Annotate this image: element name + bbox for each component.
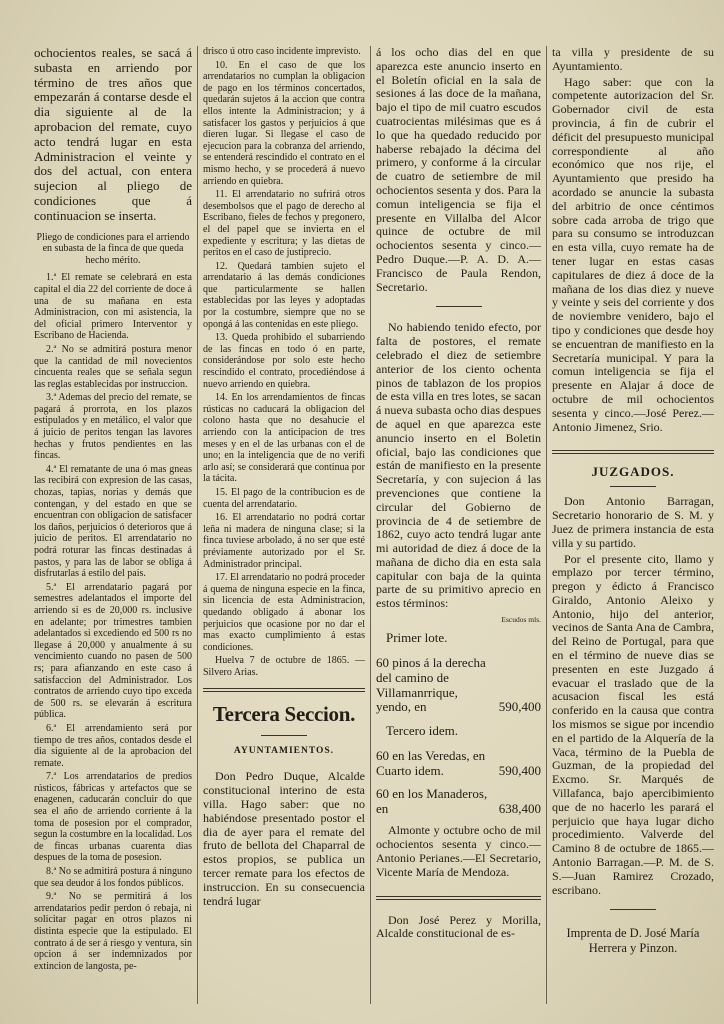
paragraph: á los ocho dias del en que aparezca este anuncio inserto en el Boletín oficial en la sala de sesiones á las doce de la mañana, bajo el tipo de mil cuatro escudos cuatrocientas milésimas que es á lo que ha quedado reducido por haberse rebajado la décima del primero, y conforme á la circular de cuatro de setiembre de mil ochocientos sesenta y dos. Para la comun inteligencia se fija el presente en Villalba del Alcor quince de octubre de mil ochocientos sesenta y cinco.—Pedro Duque.—P. A. D. A.—Francisco de Paula Rendon, Secretario.: [376, 46, 541, 294]
lot-value: 638,400: [498, 800, 541, 816]
printer-credit: Imprenta de D. José María Herrera y Pinzon.: [566, 926, 700, 955]
conditions-list: [34, 272, 192, 972]
condition-item: 9.ª No se permitirá á los arrendatarios pedir perdon ó rebaja, ni solicitar pagar en otros plazos ni distinta especie que la estipulado. El contrato á de ser á riesgo y ventura, sin opcion á ser indemnizados por extincion de langosta, pe-: [34, 891, 192, 972]
divider: [610, 486, 656, 487]
lot-row: [376, 656, 541, 715]
condition-item: 10. En el caso de que los arrendatarios no cumplan la obligacion de pago en los términos concertados, quedarán sujetos á la accion que contra ellos intente la Administracion; y á satisfacer los gastos y perjuicios á que dieren lugar. Si llegase el caso de ejecucion para la cobranza del arriendo, se entenderá rescindido el contrato en el mismo hecho, y se procederá á nuevo arriendo en quiebra.: [203, 59, 365, 187]
lot-label: Primer lote.: [386, 630, 448, 646]
condition-item: 3.ª Ademas del precio del remate, se pagará á prorrota, en los plazos estipulados y en metálico, el valor que á juicio de peritos tengan las lavores hechas y frutos pendientes en las fincas.: [34, 392, 192, 462]
section-title-juzgados: JUZGADOS.: [591, 464, 675, 480]
lot-description: 60 en los Manaderos, en: [376, 785, 488, 816]
lot-value: 590,400: [498, 763, 541, 779]
column-3: [376, 46, 541, 1016]
paragraph: ta villa y presidente de su Ayuntamiento.: [552, 46, 714, 73]
lot-description: 60 en las Veredas, en Cuarto idem.: [376, 748, 486, 779]
section-divider: [552, 450, 714, 454]
lot-label: Tercero idem.: [386, 723, 458, 739]
condition-item: 1.ª El remate se celebrará en esta capital el dia 22 del corriente de doce á una de su mañana en esta Administracion, con mi asistencia, la del oficial primero Interventor y Escribano de Hacienda.: [34, 272, 192, 342]
lot-row: [376, 749, 541, 779]
condition-item: 5.ª El arrendatario pagará por semestres adelantados el importe del arriendo si es de 20,000 rs. inclusive en adelante; por trimestres tambien adelantados si excediendo ed 500 rs no llegase á 20,000 y anualmente á su vencimiento cuando no pasen de 500 rs; para afianzando en este caso á satisfaccion del Administrador. Los contratos de arriendo cuyo tipo exceda de 500 rs. se elevarán á escritura pública.: [34, 581, 192, 721]
section-heading: Pliego de condiciones para el arriendo en subasta de la finca de que queda hecho mérito.: [36, 231, 190, 266]
divider: [261, 735, 307, 736]
section-divider: [203, 688, 365, 692]
condition-item: 15. El pago de la contribucion es de cuenta del arrendatario.: [203, 486, 365, 510]
condition-item: 12. Quedará tambien sujeto el arrendatario á las demás condiciones que particularmente se hallen establecidas por las leyes y adoptadas por la costumbre, siempre que no se opongá á las contenidas en este pliego.: [203, 260, 365, 330]
paragraph: Hago saber: que con la competente autorizacion del Sr. Gobernador civil de esta provincia, á fin de cubrir el déficit del presupuesto municipal correspondiente al año económico que nos rije, el Ayuntamiento que presido ha acordado se anuncie la subasta del arbitrio de once céntimos sobre cada arroba de trigo que para su consumo se introduzcan en esta villa, cuyo remate ha de tener lugar en estas casas capitulares de diez á doce de la mañana de los dias diez y nueve y veinte y seis del corriente y dos de noviembre venidero, bajo el tipo y condiciones que desde hoy se encuentran de manifiesto en la Secretaría municipal. Y para la comun inteligencia se fija el presente en Alajar á doce de octubre de mil ochocientos sesenta y cinco.—José Perez.—Antonio Jimenez, Srio.: [552, 74, 714, 434]
paragraph: Don José Perez y Morilla, Alcalde constitucional de es-: [376, 912, 541, 941]
column-header-escudos: Escudos mls.: [501, 615, 541, 625]
lot-row: [376, 787, 541, 817]
paragraph: drisco ú otro caso incidente imprevisto.: [203, 46, 361, 57]
condition-item: 17. El arrendatario no podrá proceder á quema de ninguna especie en la finca, sin licencia de esta Administracion, quedando obligado á abonar los perjuicios que ocasione por no dar el mas exacto cumplimiento á estas condiciones.: [203, 572, 365, 653]
paragraph: ochocientos reales, se sacá á subasta en arriendo por término de tres años que empezarán á contarse desde el dia siguiente al de la aprobacion del remate, cuyo acto tendrá lugar en esta Administracion el veinte y dos del actual, con entera sujecion al pliego de condiciones que á continuacion se inserta.: [34, 46, 192, 223]
column-rule: [546, 46, 547, 1004]
condition-item: 16. El arrendatario no podrá cortar leña ni madera de ninguna clase; si la finca tuviese arbolado, á no ser que esté préviamente autorizado por el Sr. Administrador principal.: [203, 512, 365, 570]
lot-value: 590,400: [498, 699, 541, 715]
column-rule: [370, 46, 371, 1004]
condition-item: 2.ª No se admitirá postura menor que la cantidad de mil novecientos cincuenta reales que se señala segun las reglas establecidas por instruccion.: [34, 343, 192, 390]
condition-item: 6.ª El arrendamiento será por tiempo de tres años, contados desde el dia siguiente al de la aprobacion del remate.: [34, 722, 192, 769]
lot-description: 60 pinos á la derecha del camino de Villamanrrique, yendo, en: [376, 655, 486, 715]
divider: [436, 306, 482, 307]
paragraph: Don Pedro Duque, Alcalde constitucional interino de esta villa. Hago saber: que no habiéndose presentado postor el dia de ayer para el remate del fruto de bellota del Chaparral de estos propios, se publica un tercer remate para los efectos de instruccion. En su consecuencia tendrá lugar: [203, 769, 365, 908]
column-2: [203, 46, 365, 1016]
column-4: [552, 46, 714, 1016]
section-title: Tercera Seccion.: [212, 702, 356, 727]
condition-item: 11. El arrendatario no sufrirá otros desembolsos que el pago de derecho al Escribano, fieles de fechos y pregonero, el del papel que se invierta en el expediente y escritura; y las dietas de peritos en el caso de justiprecio.: [203, 189, 365, 259]
divider: [610, 909, 656, 910]
column-1: [34, 46, 192, 1016]
paragraph: Por el presente cito, llamo y emplazo por tercer término, pregon y édicto á Francisco Giraldo, Antonio Aleixo y Antonio, hijo del anterior, vecinos de Santa Ana de Cambra, del Reino de Portugal, para que en el término de nueve dias se presenten en este Juzgado á evacuar el traslado que de la acusacion fiscal les está conferido en la causa que contra los mismos se sigue por incendio en el partido de la Alquería de la Vaca, término de la Puebla de Guzman, de la propiedad del Excmo. Sr. Marqués de Villafanca, bajo apercibimiento que de no hacerlo les parará el perjuicio que haya lugar dicho procedimiento. Valverde del Camino 8 de octubre de 1865.—Antonio Barragan.—P. M. de S. S.—Juan Ramirez Crozado, escribano.: [552, 551, 714, 897]
condition-item: 13. Queda prohibido el subarriendo de las fincas en todo ó en parte, considerándose por solo este hecho rescindido el contrato, procediéndose á nuevo arriendo en quiebra.: [203, 332, 365, 390]
condition-item: 7.ª Los arrendatarios de predios rústicos, fábricas y artefactos que se enagenen, caducarán concluir do que sea el año de arriendo corriente á la toma de posesion por el comprador, segun la costumbre en la localidad. Los de fincas urbanas cuarenta dias despues de la toma de posesion.: [34, 771, 192, 864]
paragraph: Don Antonio Barragan, Secretario honorario de S. M. y Juez de primera instancia de esta villa y su partido.: [552, 494, 714, 550]
section-divider: [376, 896, 541, 900]
condition-item: 14. En los arrendamientos de fincas rústicas no caducará la obligacion del colono hasta que no desahucie el arriendo con la anticipacion de tres meses y en el de las urbanas con el de uno; en la inteligencia que de no verifi arlo así; se considerará que continua por la tácita.: [203, 392, 365, 485]
condition-item: 8.ª No se admitirá postura á ninguno que sea deudor á los fondos públicos.: [34, 866, 192, 889]
signature-line: Huelva 7 de octubre de 1865. —Silvero Arias.: [203, 655, 365, 678]
signature-block: Almonte y octubre ocho de mil ochocientos sesenta y cinco.—Antonio Perianes.—El Secretario, Vicente María de Mendoza.: [376, 823, 541, 879]
subsection-title: AYUNTAMIENTOS.: [233, 746, 335, 757]
column-rule: [197, 46, 198, 1004]
condition-item: 4.ª El rematante de una ó mas gneas las recibirá con expresion de las casas, chozas, tapias, norias y demás que contengan, y del estado en que se encuentran con obligacion de satisfacer los daños, perjuicios ó deterioros que á juicio de peritos. El arrendatario no podrá roturar las fincas destinadas á pastos, y para las de labor se obliga á disfrutarlas á estilo del pais.: [34, 463, 192, 580]
paragraph: No habiendo tenido efecto, por falta de postores, el remate celebrado el diez de setiembre anterior de los ciento ochenta pinos de tablazon de los propios de esta villa en tres lotes, se sacan á nueva subasta ocho dias despues de aquel en que aparezca este anuncio inserto en el Boletin oficial, bajo las condiciones que están de manifiesto en la presente Secretaría, y con sujecion á las prevenciones que contiene la circular del Gobierno de provincia de 4 de setiembre de 1862, cuyo acto tendrá lugar ante mi autoridad de diez á doce de la mañana de dicho dia en esta sala capitular con baja de la quinta parte de su primitivo aprecio en estos términos:: [376, 320, 541, 611]
